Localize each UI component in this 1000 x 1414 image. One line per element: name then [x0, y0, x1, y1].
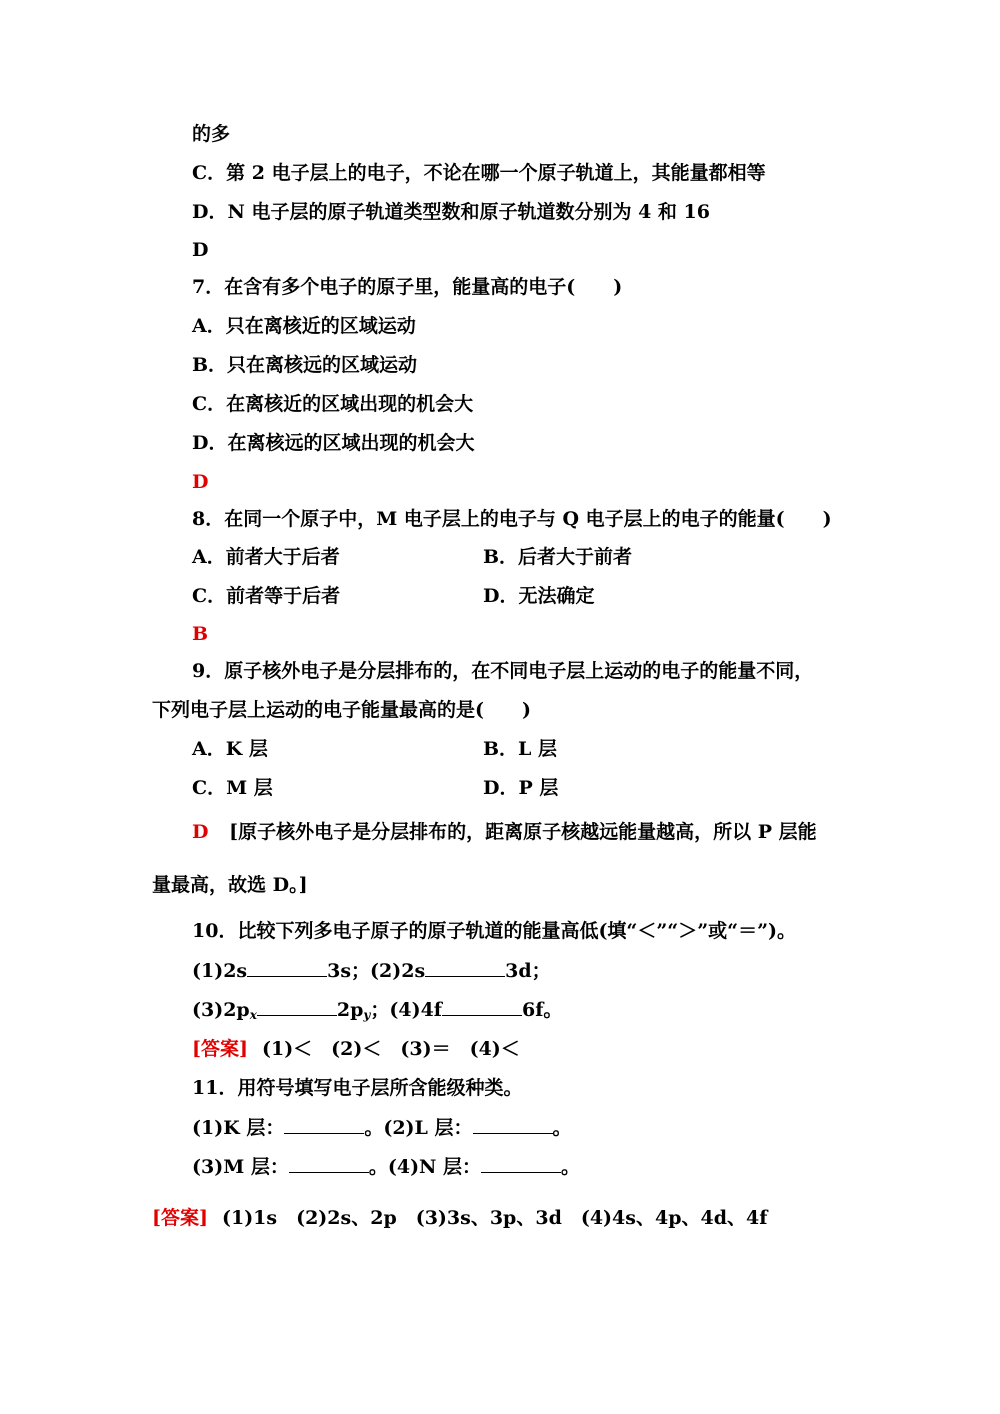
q8-stem: 8．在同一个原子中，M 电子层上的电子与 Q 电子层上的电子的能量( ) — [192, 508, 832, 530]
q10-answer: (1)＜ (2)＜ (3)＝ (4)＜ — [261, 1038, 520, 1060]
q7-option-b: B．只在离核远的区域运动 — [192, 354, 418, 376]
q8-option-d: D．无法确定 — [483, 585, 595, 607]
q6-answer: D — [192, 239, 209, 261]
q11-answer: (1)1s (2)2s、2p (3)3s、3p、3d (4)4s、4p、4d、4f — [221, 1207, 768, 1229]
q10-stem: 10．比较下列多电子原子的原子轨道的能量高低(填“＜”“＞”或“＝”)。 — [192, 920, 796, 942]
q9-stem-line2: 下列电子层上运动的电子能量最高的是( ) — [152, 699, 531, 721]
q11-stem: 11．用符号填写电子层所含能级种类。 — [192, 1077, 523, 1099]
q8-answer: B — [192, 623, 209, 645]
q9-option-c: C．M 层 — [192, 777, 273, 799]
q8-option-c: C．前者等于后者 — [192, 585, 341, 607]
q10-answer-line — [192, 1036, 520, 1062]
q10-part-3-4: $(3)2p_x$ $2p_y$；(4)4f 6f。 — [192, 999, 563, 1022]
q9-explanation-line1: [原子核外电子是分层排布的，距离原子核越远能量越高，所以 P 层能 — [229, 821, 817, 843]
q11-answer-tag: [答案] — [152, 1207, 208, 1229]
q6-stem-tail: 的多 — [192, 123, 231, 145]
q9-option-a: A．K 层 — [192, 738, 268, 760]
q8-option-b: B．后者大于前者 — [483, 546, 633, 568]
q10-blank-1[interactable] — [247, 958, 327, 977]
q10-answer-tag: [答案] — [192, 1038, 248, 1060]
q7-answer: D — [192, 471, 209, 493]
q8-option-a: A．前者大于后者 — [192, 546, 340, 568]
q10-blank-4[interactable] — [442, 997, 522, 1016]
q11-part-3-4: (3)M 层： 。(4)N 层： 。 — [192, 1156, 581, 1178]
q9-answer: D — [192, 821, 209, 843]
q7-option-a: A．只在离核近的区域运动 — [192, 315, 416, 337]
q7-option-c: C．在离核近的区域出现的机会大 — [192, 393, 474, 415]
q10-part-1-2: (1)2s 3s；(2)2s 3d； — [192, 960, 551, 982]
q11-blank-l[interactable] — [473, 1115, 553, 1134]
q11-blank-m[interactable] — [289, 1154, 369, 1173]
q11-blank-k[interactable] — [284, 1115, 364, 1134]
q9-option-b: B．L 层 — [483, 738, 558, 760]
q7-option-d: D．在离核远的区域出现的机会大 — [192, 432, 475, 454]
q9-answer-line — [192, 819, 817, 845]
q6-option-d: D．N 电子层的原子轨道类型数和原子轨道数分别为 4 和 16 — [192, 201, 710, 223]
q11-answer-line — [152, 1205, 767, 1231]
q10-blank-2[interactable] — [425, 958, 505, 977]
q10-blank-3[interactable] — [257, 997, 337, 1016]
q6-option-c: C．第 2 电子层上的电子，不论在哪一个原子轨道上，其能量都相等 — [192, 162, 766, 184]
q9-option-d: D．P 层 — [483, 777, 559, 799]
q11-blank-n[interactable] — [481, 1154, 561, 1173]
q9-explanation-line2: 量最高，故选 D。] — [152, 874, 308, 896]
q7-stem: 7．在含有多个电子的原子里，能量高的电子( ) — [192, 276, 623, 298]
q9-stem-line1: 9．原子核外电子是分层排布的，在不同电子层上运动的电子的能量不同， — [192, 660, 814, 682]
q8-options-row1 — [192, 544, 340, 570]
q11-part-1-2: (1)K 层： 。(2)L 层： 。 — [192, 1117, 572, 1139]
